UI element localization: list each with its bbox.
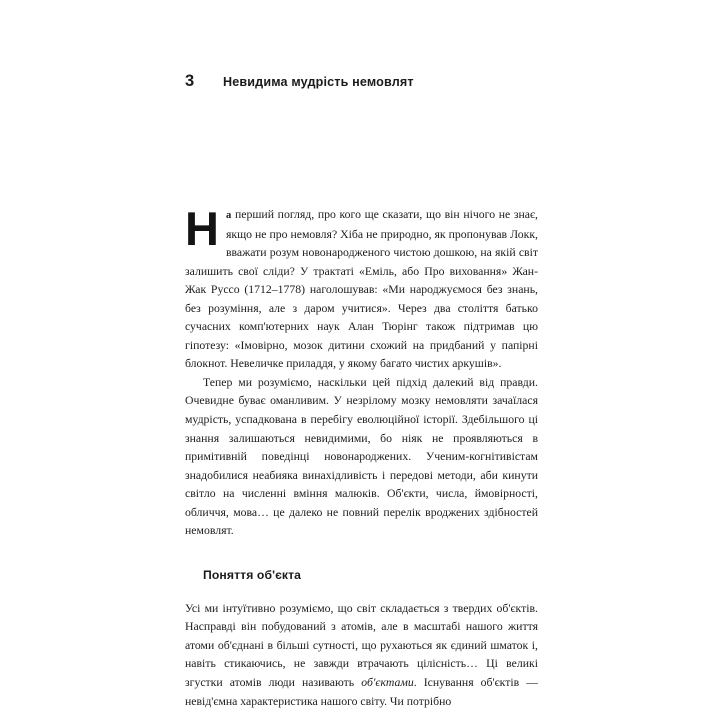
- paragraph-third-emphasis: об'єктами: [361, 676, 414, 690]
- section-subheading: Поняття об'єкта: [203, 567, 302, 582]
- paragraph-third-part2: . Існування об'єктів — невід'ємна характеристика нашого світу. Чи потрібно: [185, 676, 538, 708]
- paragraph-second: Тепер ми розуміємо, наскільки цей підхід далекий від правди. Очевидне буває оманливим. У незрілому мозку немовляти зачаїлася мудрість, успадкована в перебігу еволюційної історії. Здебільшого ці знання залишаються невидимими, бо ніяк не проявляються в примітивній поведінці новонароджених. Ученим-когнітивістам знадобилися неабияка винахідливість і передові методи, аби кинути світло на численні вміння малюків. Об'єкти, числа, ймовірності, обличчя, мова… це далеко не повний перелік вроджених здібностей немовлят.: [185, 375, 538, 538]
- paragraph-lead-letter: а: [225, 210, 232, 221]
- drop-cap: Н: [185, 202, 219, 255]
- chapter-number: 3: [185, 72, 195, 90]
- paragraph-third: [185, 600, 538, 711]
- running-header: [185, 72, 545, 94]
- paragraph-opening: [185, 202, 538, 374]
- spacer-before-subheading: [185, 541, 538, 568]
- spacer-after-subheading: [185, 582, 538, 600]
- paragraph-third-part1: Усі ми інтуїтивно розуміємо, що світ складається з твердих об'єктів. Насправді він побудований з атомів, але в масштабі нашого життя атоми об'єднані в більші сутності, що рухаються як єдиний шматок і, навіть стикаючись, не завжди втрачають цілісність… Ці великі згустки атомів люди називають: [185, 601, 538, 690]
- text-column: [185, 202, 538, 711]
- paragraph-opening-text: перший погляд, про кого ще сказати, що він нічого не знає, якщо не про немовля? Хіба не природно, як пропонував Локк, вважати розум новонародженого чистою дошкою, на якій світ залишить свої сліди? У трактаті «Еміль, або Про виховання» Жан-Жак Руссо (1712–1778) наголошував: «Ми народжуємося без знань, без розуміння, але з даром учитися». Через два століття батько сучасних комп'ютерних наук Алан Тюрінг також підтримав цю гіпотезу: «Імовірно, мозок дитини схожий на придбаний у папірні блокнот. Невеличке приладдя, у якому багато чистих аркушів».: [185, 208, 538, 371]
- chapter-title: Невидима мудрість немовлят: [223, 75, 414, 89]
